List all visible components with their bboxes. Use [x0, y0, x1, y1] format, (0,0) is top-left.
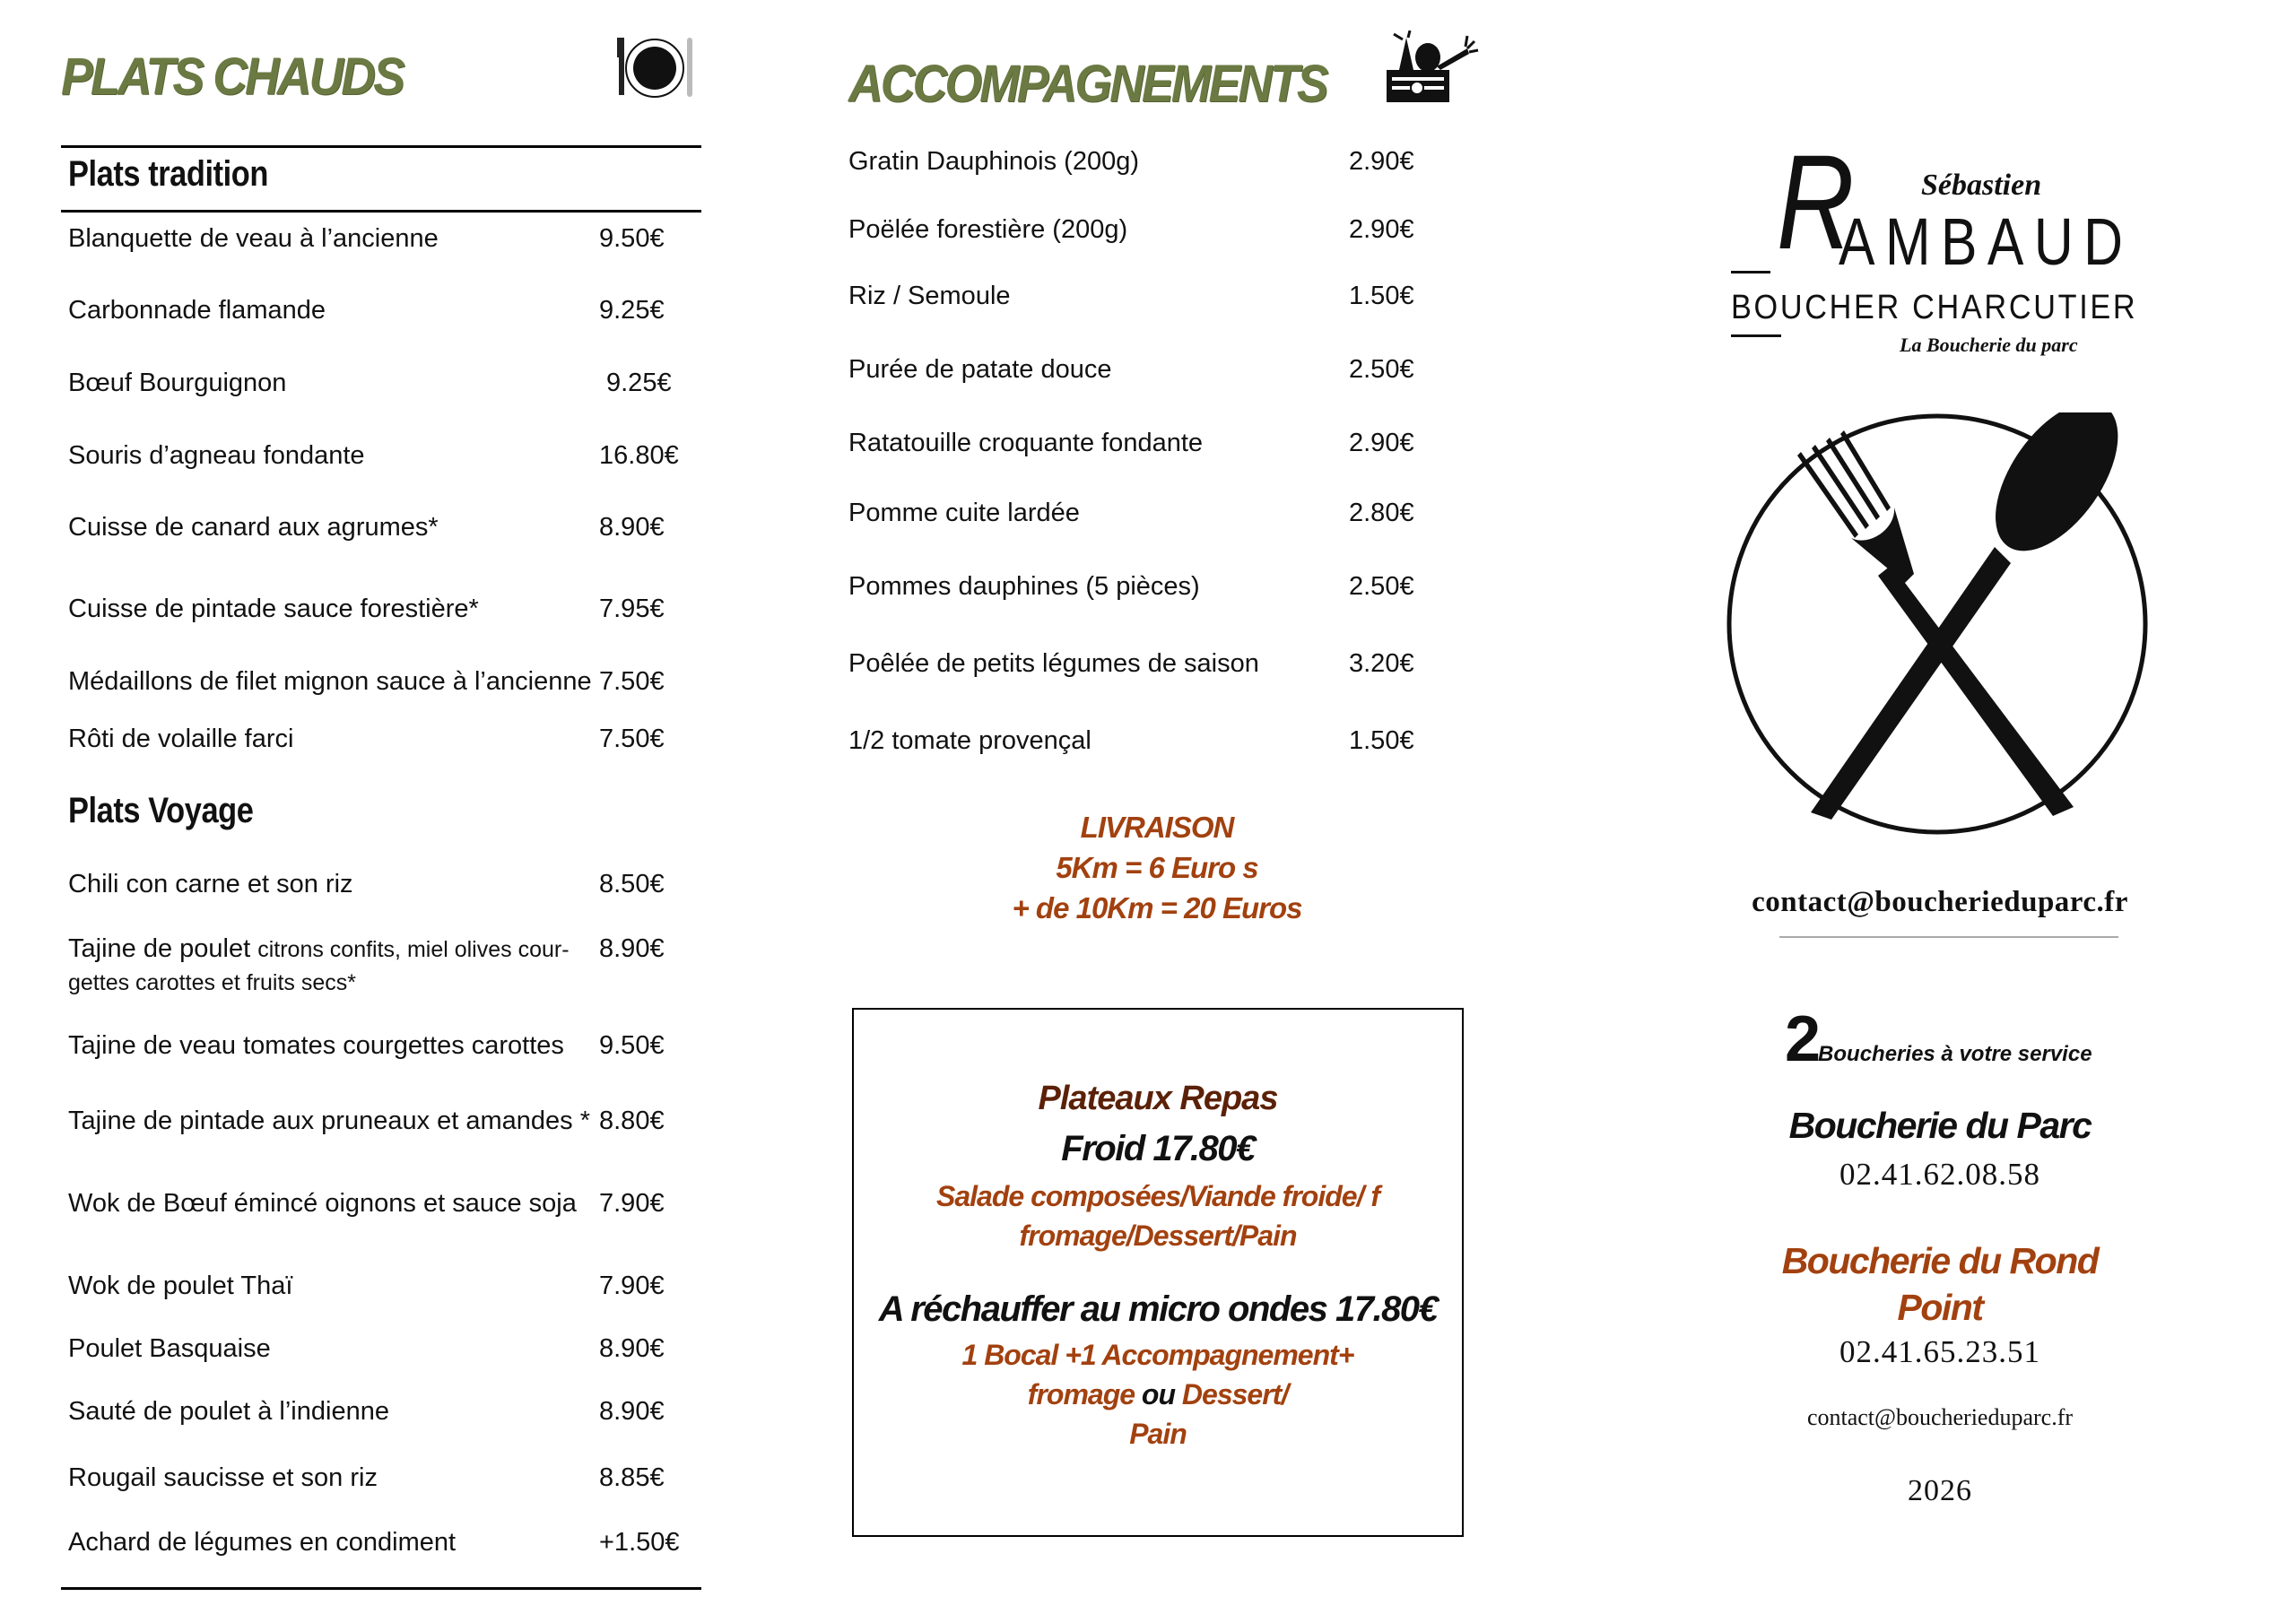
- plate-icon: [615, 34, 696, 102]
- plateau-froid-desc: Salade composées/Viande froide/ f fromage/Dessert/Pain: [936, 1180, 1379, 1252]
- section-rule: [61, 210, 701, 213]
- delivery-line-1: 5Km = 6 Euro s: [1056, 851, 1258, 884]
- delivery-title: LIVRAISON: [1080, 811, 1234, 844]
- shop2-phone[interactable]: 02.41.65.23.51: [1839, 1334, 2040, 1369]
- logo-tagline: La Boucherie du parc: [1900, 334, 2078, 356]
- logo-initial: R: [1776, 126, 1855, 277]
- shop2-name: Boucherie du Rond Point: [1781, 1240, 2099, 1328]
- plateau-chaud-desc: 1 Bocal +1 Accompagnement+ fromage ou Dessert/ Pain: [961, 1339, 1354, 1450]
- shops-count: 2: [1785, 1003, 1819, 1075]
- shops-count-line: [1785, 1002, 2092, 1076]
- vegetable-basket-icon: [1381, 30, 1480, 108]
- top-rule: [61, 145, 701, 148]
- shops-count-text: Boucheries à votre service: [1818, 1042, 2092, 1066]
- logo-dash: [1731, 271, 1770, 273]
- delivery-line-2: + de 10Km = 20 Euros: [1012, 891, 1302, 924]
- plateau-chaud: A réchauffer au micro ondes 17.80€: [878, 1289, 1438, 1329]
- logo-trade: BOUCHER CHARCUTIER: [1731, 289, 2138, 326]
- plats-chauds-title: PLATS CHAUDS: [61, 48, 403, 106]
- logo-dash: [1731, 334, 1781, 337]
- brand-logo: [1731, 126, 2144, 359]
- plats-tradition-title: Plats tradition: [68, 154, 268, 194]
- shop1-phone[interactable]: 02.41.62.08.58: [1839, 1157, 2040, 1192]
- contact-email-small[interactable]: contact@boucherieduparc.fr: [1806, 1404, 2074, 1430]
- plateaux-repas-box: [852, 1008, 1464, 1537]
- shop1-name: Boucherie du Parc: [1788, 1105, 2092, 1146]
- plats-voyage-title: Plats Voyage: [68, 791, 254, 830]
- year: 2026: [1908, 1474, 1972, 1507]
- plateau-froid: Froid 17.80€: [1061, 1129, 1255, 1168]
- bottom-rule: [61, 1587, 701, 1590]
- contact-email-main[interactable]: contact@boucherieduparc.fr: [1752, 886, 2128, 918]
- delivery-block: [978, 807, 1336, 928]
- email-underline: [1779, 936, 2118, 938]
- plateaux-title: Plateaux Repas: [1038, 1080, 1278, 1117]
- cutlery-emblem-icon: [1726, 412, 2149, 836]
- logo-last-name: AMBAUD: [1839, 204, 2134, 279]
- accompagnements-title: ACCOMPAGNEMENTS: [848, 55, 1326, 113]
- logo-first-name: Sébastien: [1921, 169, 2042, 202]
